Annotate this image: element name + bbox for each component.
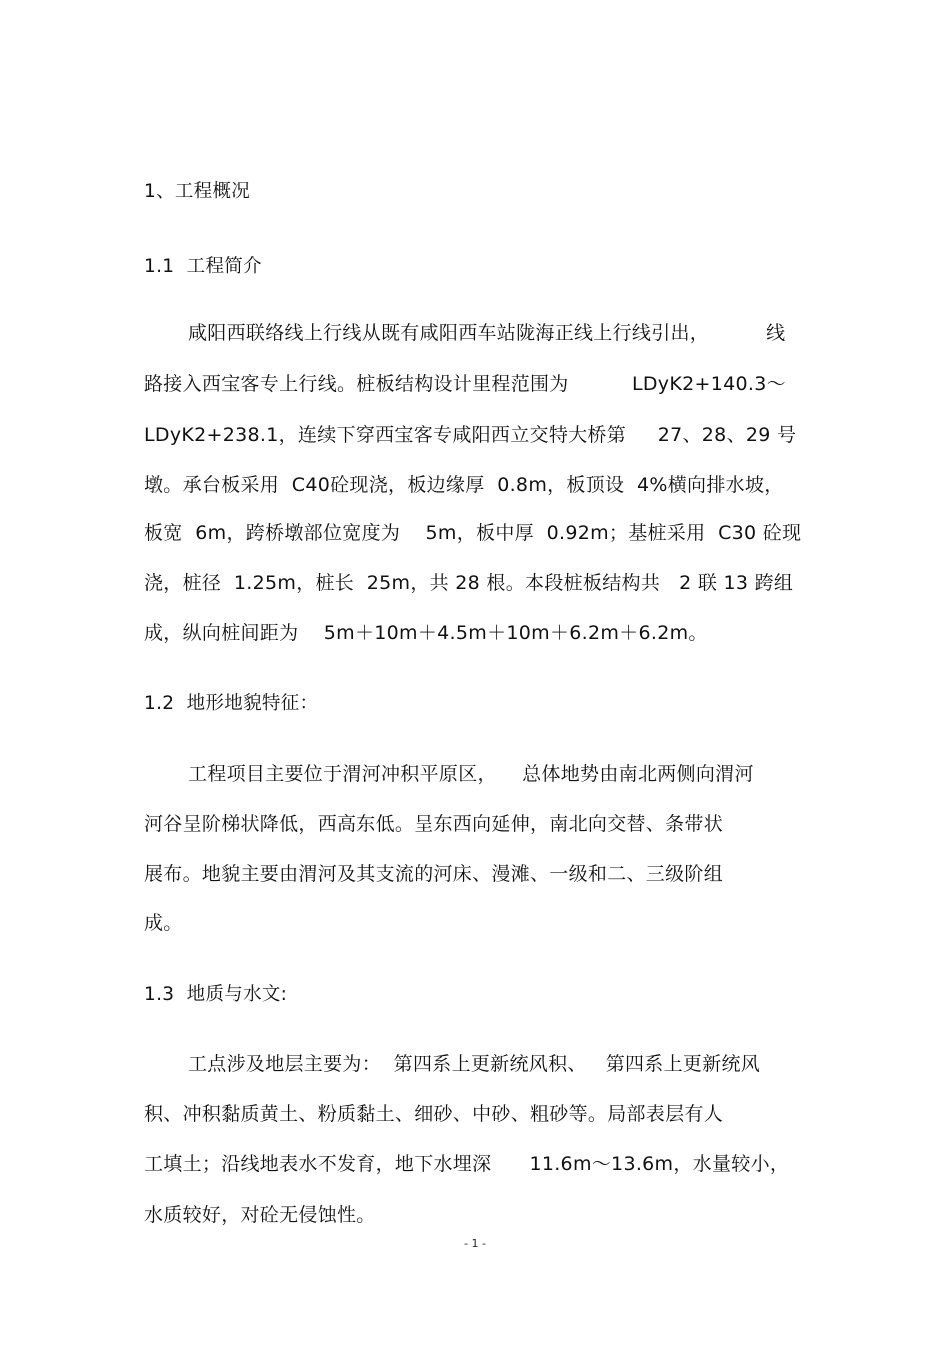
- paragraph-line: 积、冲积黏质黄土、粉质黏土、细砂、中砂、粗砂等。局部表层有人: [144, 1103, 724, 1125]
- paragraph-line: 板宽 6m，跨桥墩部位宽度为 5m，板中厚 0.92m；基桩采用 C30 砼现: [144, 522, 802, 544]
- section-1-1-heading: 1.1 工程简介: [144, 256, 262, 277]
- paragraph-line: 墩。承台板采用 C40砼现浇，板边缘厚 0.8m，板顶设 4%横向排水坡，: [144, 474, 784, 496]
- paragraph-line: 成，纵向桩间距为 5m＋10m＋4.5m＋10m＋6.2m＋6.2m。: [144, 622, 708, 644]
- paragraph-line: 工填土；沿线地表水不发育，地下水埋深 11.6m～13.6m，水量较小，: [144, 1153, 790, 1175]
- paragraph-line: 浇，桩径 1.25m，桩长 25m，共 28 根。本段桩板结构共 2 联 13 跨组: [144, 572, 794, 594]
- paragraph-line: 水质较好，对砼无侵蚀性。: [144, 1204, 376, 1226]
- paragraph-line: 工点涉及地层主要为： 第四系上更新统风积、 第四系上更新统风: [188, 1053, 761, 1075]
- section-1-heading: 1、工程概况: [144, 181, 251, 202]
- page-number: - 1 -: [464, 1237, 486, 1250]
- paragraph-line: 成。: [144, 912, 183, 934]
- paragraph-line: LDyK2+238.1，连续下穿西宝客专咸阳西立交特大桥第 27、28、29 号: [144, 424, 797, 446]
- section-1-3-heading: 1.3 地质与水文:: [144, 984, 288, 1005]
- paragraph-line: 路接入西宝客专上行线。桩板结构设计里程范围为 LDyK2+140.3～: [144, 373, 786, 395]
- paragraph-line: 河谷呈阶梯状降低，西高东低。呈东西向延伸，南北向交替、条带状: [144, 813, 724, 835]
- paragraph-line: 咸阳西联络线上行线从既有咸阳西车站陇海正线上行线引出， 线: [188, 322, 786, 344]
- section-1-2-heading: 1.2 地形地貌特征：: [144, 693, 319, 714]
- paragraph-line: 展布。地貌主要由渭河及其支流的河床、漫滩、一级和二、三级阶组: [144, 863, 724, 885]
- paragraph-line: 工程项目主要位于渭河冲积平原区， 总体地势由南北两侧向渭河: [188, 763, 754, 785]
